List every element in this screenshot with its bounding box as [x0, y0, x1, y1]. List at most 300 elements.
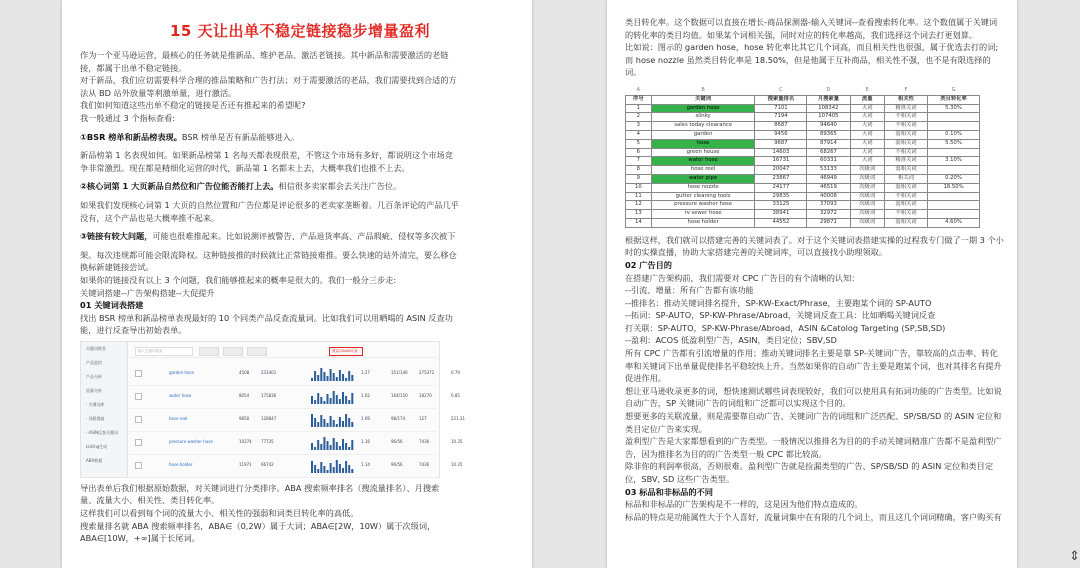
- table-cell-flow: 大词: [850, 130, 884, 139]
- table-cell-cvr: 0.20%: [928, 174, 980, 183]
- sparkline-bar: [345, 378, 347, 381]
- intro-line: 法从 BD 站外放量等利激单量，进行激活。: [80, 87, 237, 98]
- aba-cell-rank: 9850: [239, 415, 250, 421]
- sparkline-bar: [351, 375, 353, 381]
- table-cell-flow: 大词: [850, 104, 884, 113]
- table-cell-flow: 次级词: [850, 201, 884, 210]
- aba-cell-n2: 7436: [419, 461, 430, 467]
- aba-toolbar: [129, 345, 437, 358]
- step-01-heading: 01 关键词表搭建: [80, 300, 144, 311]
- table-cell-vol: 94640: [807, 122, 850, 131]
- aba-row: [129, 454, 463, 478]
- aba-cell-ratio: 1.02: [361, 392, 370, 398]
- trend-sparkline: [311, 365, 355, 381]
- sparkline-bar: [317, 440, 319, 450]
- table-cell-kw: water hose: [651, 157, 755, 166]
- column-letter: G: [928, 87, 980, 95]
- sparkline-bar: [311, 414, 313, 427]
- aba-cell-vol: 128847: [261, 415, 277, 421]
- table-row: [626, 104, 980, 113]
- sparkline-bar: [311, 378, 313, 381]
- table-cell-vol: 60331: [807, 157, 850, 166]
- table-cell-kw: pressure washer hose: [651, 201, 755, 210]
- table-cell-cvr: 0.10%: [928, 130, 980, 139]
- table-cell-vol: 46949: [807, 174, 850, 183]
- sparkline-bar: [336, 442, 338, 450]
- aba-sidebar-item: ABA数据: [86, 457, 103, 463]
- section-02-line: --盈利：ACOS 低盈利型广告，ASIN，类目定位；SBV,SD: [625, 335, 837, 346]
- sparkline-bar: [330, 398, 332, 404]
- table-cell-rank: 16731: [755, 157, 807, 166]
- column-letter: B: [651, 87, 755, 95]
- section-3-heading: [80, 230, 520, 243]
- table-cell-vol: 40008: [807, 192, 850, 201]
- table-cell-flow: 次级词: [850, 192, 884, 201]
- table-cell-rank: 33125: [755, 201, 807, 210]
- aba-row: [129, 431, 463, 455]
- table-cell-rank: 44552: [755, 218, 807, 227]
- column-header: 序号: [626, 95, 652, 104]
- table-cell-rel: 相关词: [884, 174, 927, 183]
- table-row: [626, 122, 980, 131]
- keyword-table-screenshot: [625, 87, 980, 228]
- section-02-line: 告，因为推排名为目的的广告类型一般 CPC 都比较高。: [625, 448, 827, 459]
- sparkline-bar: [327, 441, 329, 450]
- sparkline-bar: [327, 470, 329, 473]
- sparkline-bar: [333, 438, 335, 450]
- table-cell-kw: gutter cleaning tools: [651, 192, 755, 201]
- intro-line: 对于新品，我们应切需要科学合理的推品策略和广告打法；对于需要激活的老品，我们需要找到合适的方: [80, 75, 457, 86]
- after-shot-line: 这样我们可以看到每个词的流量大小、相关性的强弱和词类目转化率的高低。: [80, 508, 359, 519]
- sparkline-bar: [348, 371, 350, 381]
- section-02-line: 盈利型广告是大家都想看到的广告类型。一般情况以推排名为目的的手动关键词精准广告都不是盈利型广: [625, 436, 1002, 447]
- table-cell-kw: rv sewer hose: [651, 210, 755, 219]
- aba-cell-n2: 127: [419, 415, 427, 421]
- sparkline-bar: [342, 374, 344, 381]
- table-cell-rel: 弱相关词: [884, 139, 927, 148]
- section-02-line: 想让亚马逊收录更多的词，想快速测试哪些词表现较好，我们可以使用具有拓词功能的广告类型。比如说: [625, 385, 1002, 396]
- sparkline-bar: [320, 368, 322, 381]
- aba-cell-ratio: 1.27: [361, 369, 370, 375]
- aba-cell-ratio: 1.09: [361, 415, 370, 421]
- table-cell-kw: slinky: [651, 113, 755, 122]
- row-checkbox[interactable]: [135, 370, 142, 377]
- table-cell-kw: sales today clearance: [651, 122, 755, 131]
- sparkline-bar: [314, 465, 316, 473]
- sparkline-bar: [330, 463, 332, 473]
- intro-line: 作为一个亚马逊运营，最核心的任务就是推新品、维护老品、激活老链接。其中新品和需要激活的老链: [80, 50, 449, 60]
- conversion-line: 词。: [625, 67, 642, 78]
- keyword-table-body: [626, 104, 980, 227]
- sparkline-bar: [336, 460, 338, 473]
- section-02-line: 位，SBV, SD 这些广告类型。: [625, 474, 735, 484]
- section-3-line: 换标新建链接尝试。: [80, 262, 154, 273]
- sparkline-bar: [336, 377, 338, 381]
- aba-cell-n3: 0.85: [451, 392, 460, 398]
- table-cell-cvr: 5.50%: [928, 139, 980, 148]
- sparkline-bar: [333, 420, 335, 427]
- sparkline-bar: [339, 370, 341, 381]
- table-cell-rank: 29835: [755, 192, 807, 201]
- section-1-line: 新品榜第 1 名表现如何。如果新品榜第 1 名每天都表现很差，不管这个市场有多好，都说明这个市场竞: [80, 150, 453, 161]
- section-2-line: 如果我们发现核心词第 1 大页的自然位置和广告位都是评论很多的老卖家垄断着。几百条评论的产品几乎: [80, 199, 459, 210]
- sparkline-bar: [311, 443, 313, 450]
- table-cell-cvr: [928, 122, 980, 131]
- sparkline-bar: [327, 376, 329, 381]
- section-3-line: 关键词搭建--广告架构搭建--大促提升: [80, 287, 215, 298]
- table-cell-vol: 32972: [807, 210, 850, 219]
- table-cell-kw: garden hose: [651, 104, 755, 113]
- conversion-line: 的转化率的类目均值。如果某个词相关强，同时对应的转化率越高，我们选择这个词去打更划算。: [625, 29, 978, 40]
- column-letter: A: [626, 87, 652, 95]
- after-table-line: 时的实操直播，协助大家搭建完善的关键词库，可以直接找小助理领取。: [625, 247, 888, 258]
- aba-cell-n1: 151/146: [391, 369, 408, 375]
- column-header: 相关性: [884, 95, 927, 104]
- aba-sidebar-item: 产品监控: [86, 359, 102, 365]
- page-left-content: [80, 0, 520, 545]
- table-cell-flow: 次级词: [850, 183, 884, 192]
- section-1-title: ①BSR 榜单和新品榜表现。: [80, 131, 182, 142]
- sparkline-bar: [333, 467, 335, 473]
- sparkline-bar: [339, 446, 341, 450]
- section-02-heading: 02 广告目的: [625, 259, 672, 270]
- sparkline-bar: [311, 396, 313, 404]
- aba-reverse-lookup-screenshot: [80, 341, 465, 478]
- aba-cell-rank: 4508: [239, 369, 250, 375]
- sparkline-bar: [333, 373, 335, 381]
- section-3-title: ③链接有较大问题，: [80, 231, 153, 242]
- table-cell-flow: 大词: [850, 139, 884, 148]
- aba-sidebar-item: · 关键词库: [86, 401, 105, 407]
- aba-cell-n1: 96/56: [391, 461, 403, 467]
- section-3-line: 如果你的链接没有以上 3 个问题，我们能够推起来的概率是很大的。我们一般分三步走:: [80, 274, 397, 285]
- aba-cell-n1: 98/174: [391, 415, 406, 421]
- aba-cell-n2: 18270: [419, 392, 432, 398]
- table-row: [626, 166, 980, 175]
- sparkline-bar: [320, 397, 322, 404]
- table-cell-flow: 次级词: [850, 174, 884, 183]
- table-cell-rank: 14603: [755, 148, 807, 157]
- table-row: [626, 139, 980, 148]
- sparkline-bar: [351, 393, 353, 404]
- after-shot-line: 导出表单后我们根据原始数据，对关键词进行分类排序。ABA 搜索频率排名（搜流量排名）、月搜索: [80, 482, 440, 493]
- table-cell-n: 10: [626, 183, 652, 192]
- table-cell-flow: 大词: [850, 122, 884, 131]
- table-row: [626, 218, 980, 227]
- aba-cell-vol: 77735: [261, 438, 274, 444]
- trend-sparkline: [311, 388, 355, 404]
- sparkline-bar: [314, 447, 316, 450]
- intro-line: 接，都属于出单不稳定链接。: [80, 62, 187, 73]
- aba-cell-kw[interactable]: garden hose: [169, 369, 194, 375]
- aba-cell-n3: 10.35: [451, 461, 463, 467]
- table-cell-flow: 次级词: [850, 210, 884, 219]
- table-cell-n: 3: [626, 122, 652, 131]
- section-3-line: 架。每次违规都可能会限流降权。这种链接推的时候就比正常链接难推。要么快速的站外清完，要么移仓: [80, 249, 457, 260]
- row-checkbox[interactable]: [135, 439, 142, 446]
- sparkline-bar: [314, 418, 316, 427]
- keyword-table: [625, 87, 980, 228]
- sparkline-bar: [342, 468, 344, 473]
- table-cell-rel: 精准关词: [884, 157, 927, 166]
- sparkline-bar: [327, 423, 329, 427]
- table-cell-cvr: 18.50%: [928, 183, 980, 192]
- aba-cell-n3: 0.79: [451, 369, 460, 375]
- sparkline-bar: [348, 400, 350, 404]
- table-cell-cvr: [928, 192, 980, 201]
- table-cell-kw: hose holder: [651, 218, 755, 227]
- conversion-line: 而 hose nozzle 虽然类目转化率是 18.50%，但是他属于互补商品，相关性不强，也不是有限选择的: [625, 54, 991, 65]
- table-cell-n: 8: [626, 166, 652, 175]
- document-page-right: [607, 0, 1017, 568]
- table-cell-rel: 不相关词: [884, 122, 927, 131]
- table-row: [626, 130, 980, 139]
- section-02-line: 促进作用。: [625, 373, 666, 384]
- table-cell-cvr: [928, 201, 980, 210]
- sparkline-bar: [323, 372, 325, 381]
- sparkline-bar: [323, 419, 325, 427]
- aba-sidebar-item: Listing生成: [86, 443, 108, 449]
- step-01-line: 能，进行反查导出初始表单。: [80, 325, 187, 336]
- table-cell-rel: 弱相关词: [884, 166, 927, 175]
- section-02-line: 想要更多的关联流量，则是需要靠自动广告、关键词广告的词组和广泛匹配、SP/SB/SD 的 ASIN 定位和: [625, 411, 1002, 422]
- table-cell-vol: 53133: [807, 166, 850, 175]
- sparkline-bar: [323, 466, 325, 473]
- aba-sidebar-item: · ASIN反查关键词: [86, 429, 118, 435]
- aba-sidebar: [81, 342, 128, 477]
- sparkline-bar: [342, 421, 344, 427]
- sparkline-bar: [333, 391, 335, 404]
- table-cell-rel: 不相关词: [884, 192, 927, 201]
- section-03-line: 标品的特点是功能属性大于个人喜好，流量词集中在有限的几个词上，而且这几个词词精确，客户购买有: [625, 511, 1002, 522]
- sparkline-bar: [323, 401, 325, 404]
- table-row: [626, 183, 980, 192]
- column-header: 类目转化率: [928, 95, 980, 104]
- column-letters-row: [626, 87, 980, 95]
- aba-cell-ratio: 1.16: [361, 438, 370, 444]
- section-02-line: 在搭建广告架构前，我们需要对 CPC 广告目的有个清晰的认知：: [625, 272, 860, 283]
- aba-sidebar-item: 流量分析: [86, 387, 102, 393]
- after-shot-line: ABA∈[10W，+∞]属于长尾词。: [80, 533, 200, 544]
- section-2-title-rest: 相信很多卖家都会去关注广告位。: [278, 181, 402, 192]
- table-cell-rank: 38941: [755, 210, 807, 219]
- sparkline-bar: [323, 437, 325, 450]
- aba-sidebar-item: · 词根搜索: [86, 415, 105, 421]
- aba-cell-kw[interactable]: hose holder: [169, 461, 193, 467]
- table-header-row: [626, 95, 980, 104]
- sparkline-bar: [345, 396, 347, 404]
- table-cell-flow: 次级词: [850, 166, 884, 175]
- table-cell-flow: 大词: [850, 113, 884, 122]
- sparkline-bar: [330, 369, 332, 381]
- aba-row: [129, 362, 460, 386]
- trend-sparkline: [311, 434, 355, 450]
- aba-row: [129, 408, 465, 432]
- aba-row: [129, 385, 460, 409]
- table-cell-rel: 不相关词: [884, 113, 927, 122]
- section-02-line: 打关联：SP-AUTO，SP-KW-Phrase/Abroad，ASIN &Catolog Targeting (SP,SB,SD): [625, 322, 946, 333]
- table-cell-rel: 弱相关词: [884, 218, 927, 227]
- row-checkbox[interactable]: [135, 416, 142, 423]
- table-cell-rel: 弱相关词: [884, 201, 927, 210]
- sparkline-bar: [345, 414, 347, 427]
- table-cell-vol: 29871: [807, 218, 850, 227]
- table-row: [626, 210, 980, 219]
- section-02-line: --拓词：SP-AUTO，SP-KW-Phrase/Abroad，关键词反查工具：比如晒喝关键词反查: [625, 310, 936, 321]
- section-02-line: 除非你的利润率很高，否则很难。盈利型广告就是捡漏类型的广告、SP/SB/SD 的 ASIN 定位和类目定: [625, 461, 994, 472]
- table-cell-rank: 23867: [755, 174, 807, 183]
- table-row: [626, 192, 980, 201]
- sparkline-bar: [339, 417, 341, 427]
- aba-filter-button: [199, 347, 219, 356]
- aba-cell-n2: 275372: [419, 369, 435, 375]
- section-03-heading: 03 标品和非标品的不同: [625, 486, 713, 497]
- aba-filter-button: [247, 347, 267, 356]
- section-2-line: 没有，这个产品也是大概率推不起来。: [80, 212, 220, 223]
- column-header: 关键词: [651, 95, 755, 104]
- table-cell-vol: 68267: [807, 148, 850, 157]
- sparkline-bar: [348, 465, 350, 473]
- sparkline-bar: [348, 418, 350, 427]
- after-shot-line: 搜索量排名就 ABA 搜索频率排名，ABA∈（0,2W）属于大词；ABA∈[2W，10W）属于次级词，: [80, 520, 436, 531]
- table-cell-n: 12: [626, 201, 652, 210]
- table-row: [626, 148, 980, 157]
- sparkline-bar: [348, 447, 350, 450]
- column-header: 流量: [850, 95, 884, 104]
- table-cell-n: 11: [626, 192, 652, 201]
- table-cell-kw: hose: [651, 139, 755, 148]
- table-cell-n: 5: [626, 139, 652, 148]
- table-cell-flow: 次级词: [850, 218, 884, 227]
- table-cell-vol: 89365: [807, 130, 850, 139]
- table-cell-rank: 24177: [755, 183, 807, 192]
- aba-search-box: [135, 347, 193, 356]
- table-cell-cvr: [928, 148, 980, 157]
- aba-cell-ratio: 1.14: [361, 461, 370, 467]
- table-cell-kw: hose nozzle: [651, 183, 755, 192]
- sparkline-bar: [317, 469, 319, 473]
- table-cell-cvr: 3.10%: [928, 157, 980, 166]
- section-03-line: 标品和非标品的广告架构是不一样的，这是因为他们特点造成的。: [625, 499, 863, 510]
- table-row: [626, 174, 980, 183]
- sparkline-bar: [339, 464, 341, 473]
- column-letter: E: [850, 87, 884, 95]
- sparkline-bar: [317, 375, 319, 381]
- aba-cell-n1: 96/56: [391, 438, 403, 444]
- table-cell-kw: hose reel: [651, 166, 755, 175]
- aba-sidebar-item: 关键词推荐: [86, 345, 106, 351]
- column-header: 搜索量排名: [755, 95, 807, 104]
- aba-cell-rank: 11971: [239, 461, 252, 467]
- aba-cell-kw[interactable]: pressure washer hose: [169, 438, 213, 444]
- section-02-line: --引流、增量：所有广告都有该功能: [625, 285, 754, 296]
- table-row: [626, 201, 980, 210]
- sparkline-bar: [320, 415, 322, 427]
- sparkline-bar: [336, 424, 338, 427]
- sparkline-bar: [345, 443, 347, 450]
- aba-cell-n2: 7436: [419, 438, 430, 444]
- row-checkbox[interactable]: [135, 462, 142, 469]
- column-letter: D: [807, 87, 850, 95]
- table-cell-rank: 9456: [755, 130, 807, 139]
- row-checkbox[interactable]: [135, 393, 142, 400]
- table-cell-kw: green house: [651, 148, 755, 157]
- aba-cell-n1: 164/150: [391, 392, 408, 398]
- table-cell-kw: garden: [651, 130, 755, 139]
- sparkline-bar: [351, 440, 353, 450]
- table-cell-rel: 不相关词: [884, 148, 927, 157]
- aba-cell-n3: 10.35: [451, 438, 463, 444]
- table-cell-rank: 7101: [755, 104, 807, 113]
- conversion-line: 类目转化率。这个数据可以直接在增长-商品探测器-输入关键词--查看搜索转化率。这个数值属于关键词: [625, 17, 998, 27]
- table-cell-vol: 46519: [807, 183, 850, 192]
- table-row: [626, 157, 980, 166]
- table-cell-flow: 大词: [850, 148, 884, 157]
- table-cell-rel: 不相关词: [884, 210, 927, 219]
- table-cell-kw: water pipe: [651, 174, 755, 183]
- aba-cell-vol: 66742: [261, 461, 274, 467]
- section-02-line: 类目定位广告来实现。: [625, 423, 707, 434]
- sparkline-bar: [314, 371, 316, 381]
- column-letter: C: [755, 87, 807, 95]
- sparkline-bar: [342, 439, 344, 450]
- section-02-line: 率和关键词下出单量促使排名平稳较快上升。当然如果你的自动广告主要是跑某个词，也对其排名有提升: [625, 360, 1002, 371]
- trend-sparkline: [311, 457, 355, 473]
- intro-line: 我一般通过 3 个指标查看:: [80, 112, 176, 123]
- table-cell-cvr: [928, 166, 980, 175]
- sparkline-bar: [327, 394, 329, 404]
- sparkline-bar: [345, 461, 347, 473]
- table-cell-cvr: [928, 113, 980, 122]
- sparkline-bar: [317, 393, 319, 404]
- aba-filter-button: [223, 347, 243, 356]
- conversion-line: 比如说：图示的 garden hose，hose 转化率比其它几个词高，而且相关性也很强，属于优选去打的词;: [625, 42, 999, 53]
- table-cell-vol: 37093: [807, 201, 850, 210]
- aba-cell-vol: 175836: [261, 392, 277, 398]
- aba-cell-vol: 231401: [261, 369, 277, 375]
- sparkline-bar: [339, 399, 341, 404]
- table-cell-cvr: 5.30%: [928, 104, 980, 113]
- pager-arrows-icon[interactable]: ⇕: [1069, 549, 1080, 564]
- intro-line: 我们如何知道这些出单不稳定的链接是否还有推起来的希望呢?: [80, 100, 306, 111]
- aba-search-placeholder: 输入关键词搜索: [138, 348, 163, 353]
- table-cell-rel: 精准关词: [884, 104, 927, 113]
- aba-cell-kw[interactable]: water hose: [169, 392, 192, 398]
- sparkline-bar: [317, 422, 319, 427]
- aba-highlight-label: 流量词ASIN反查: [332, 348, 358, 353]
- table-cell-n: 7: [626, 157, 652, 166]
- aba-sidebar-item: 产品分析: [86, 373, 102, 379]
- after-shot-line: 量、流量大小、相关性、类目转化率。: [80, 495, 220, 506]
- table-cell-flow: 大词: [850, 157, 884, 166]
- aba-cell-n3: 221.31: [451, 415, 465, 421]
- aba-cell-rank: 8054: [239, 392, 250, 398]
- table-cell-n: 9: [626, 174, 652, 183]
- after-table-line: 根据这样，我们就可以搭建完善的关键词表了。对于这个关键词表搭建实操的过程我专门做了一期 3 个小: [625, 234, 1004, 245]
- table-cell-vol: 87914: [807, 139, 850, 148]
- sparkline-bar: [311, 461, 313, 473]
- sparkline-bar: [314, 400, 316, 404]
- sparkline-bar: [320, 444, 322, 450]
- table-cell-cvr: 4.60%: [928, 218, 980, 227]
- section-02-body: [625, 272, 1007, 486]
- table-cell-rank: 7194: [755, 113, 807, 122]
- aba-cell-kw[interactable]: hose reel: [169, 415, 188, 421]
- table-cell-n: 2: [626, 113, 652, 122]
- trend-sparkline: [311, 411, 355, 427]
- sparkline-bar: [330, 445, 332, 450]
- aba-highlight-box: [329, 347, 363, 356]
